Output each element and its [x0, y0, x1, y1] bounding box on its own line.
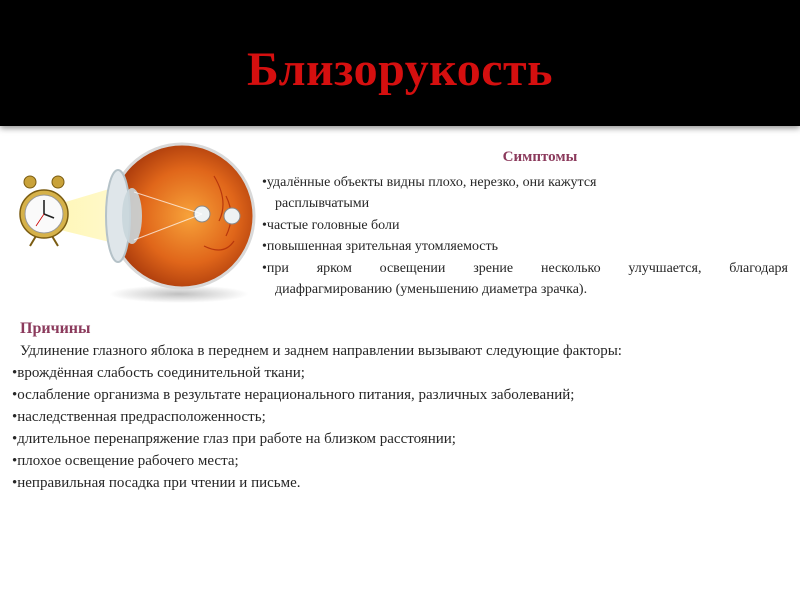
cause-item: •плохое освещение рабочего места; [12, 453, 239, 469]
symptom-item: •повышенная зрительная утомляемость [262, 239, 499, 254]
lens [122, 188, 142, 244]
title-bar [0, 0, 800, 126]
cause-item: •врождённая слабость соединительной ткани; [12, 365, 305, 381]
causes-heading: Причины [20, 320, 91, 337]
symptom-item: •при ярком освещении зрение несколько улучшается, благодаря [262, 260, 788, 276]
symptom-item-continuation: расплывчатыми [275, 196, 370, 211]
cause-item: •наследственная предрасположенность; [12, 409, 266, 425]
causes-section [12, 318, 788, 494]
symptoms-heading: Симптомы [502, 149, 578, 165]
eye-illustration [14, 136, 264, 306]
symptom-item-continuation: диафрагмированию (уменьшению диаметра зрачка). [275, 282, 588, 297]
cause-item: •неправильная посадка при чтении и письме. [12, 475, 301, 491]
focus-image-2 [224, 208, 240, 224]
causes-intro: Удлинение глазного яблока в переднем и заднем направлении вызывают следующие факторы: [20, 343, 622, 359]
cause-item: •ослабление организма в результате нерационального питания, различных заболеваний; [12, 387, 575, 403]
symptom-item: •частые головные боли [262, 217, 400, 233]
slide-title: Близорукость [246, 43, 554, 96]
cause-item: •длительное перенапряжение глаз при работе на близком расстоянии; [12, 431, 456, 447]
alarm-clock-icon [20, 176, 68, 246]
symptom-item: •удалённые объекты видны плохо, нерезко, они кажутся [262, 174, 597, 190]
symptoms-section [262, 147, 788, 301]
